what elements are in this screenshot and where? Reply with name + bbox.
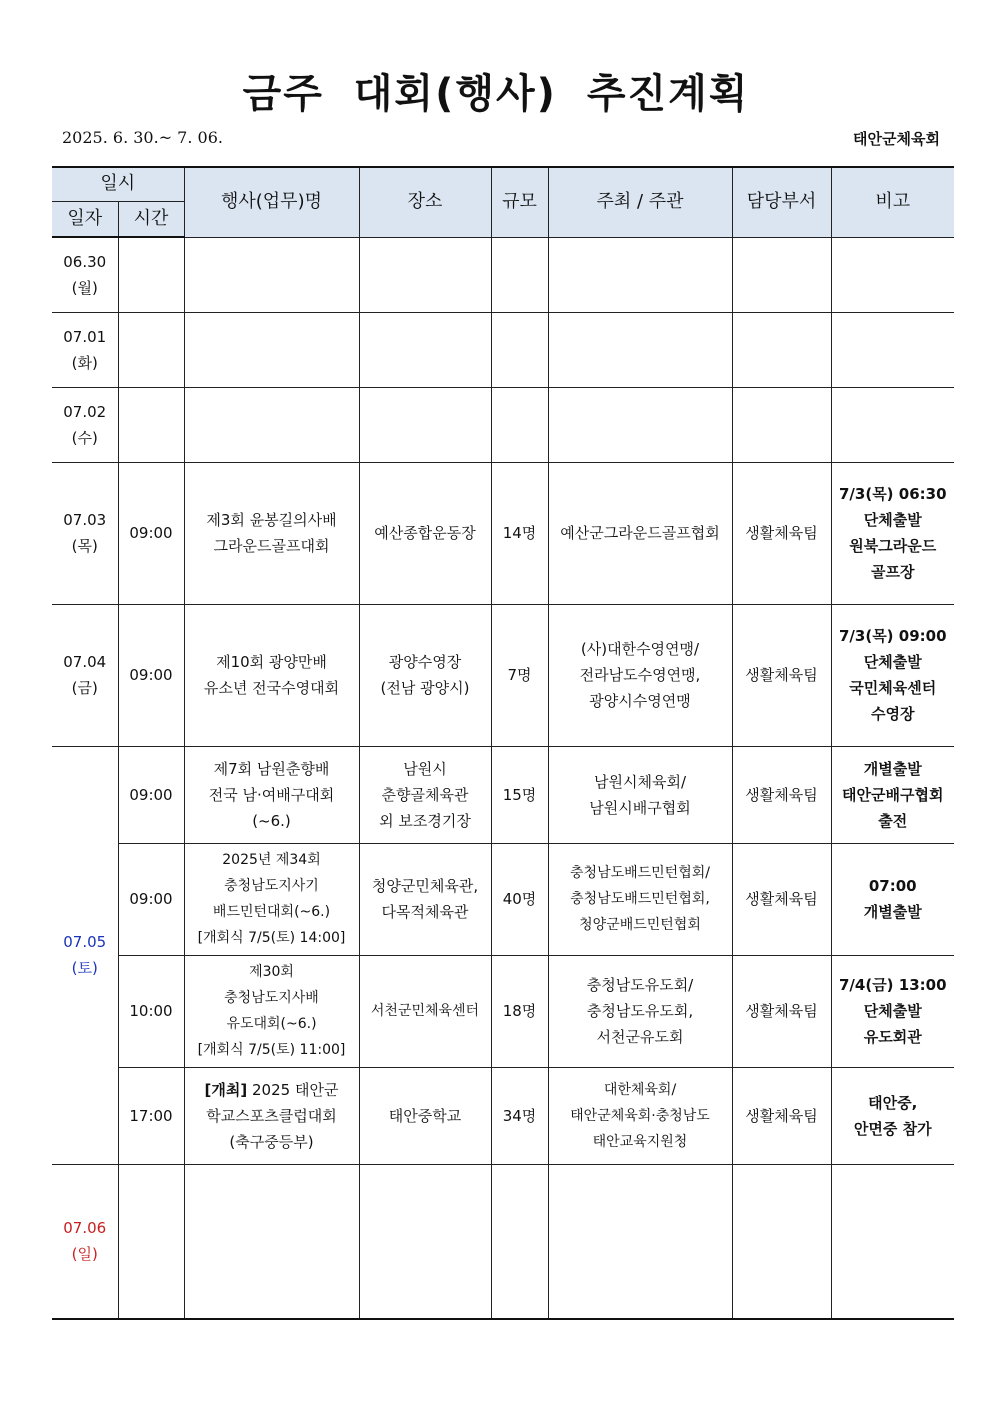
place-cell: 예산종합운동장 bbox=[359, 462, 491, 604]
date-cell: 07.01 (화) bbox=[52, 312, 118, 387]
note-cell: 태안중, 안면중 참가 bbox=[831, 1067, 954, 1164]
table-row bbox=[52, 462, 954, 604]
date-cell: 07.02 (수) bbox=[52, 387, 118, 462]
table-row bbox=[52, 843, 954, 955]
scale-cell: 14명 bbox=[491, 462, 548, 604]
header-time: 시간 bbox=[118, 201, 184, 237]
header-date: 일자 bbox=[52, 201, 118, 237]
table-row bbox=[52, 1067, 954, 1164]
date-cell: 06.30 (월) bbox=[52, 237, 118, 312]
time-cell: 09:00 bbox=[118, 604, 184, 746]
table-row bbox=[52, 955, 954, 1067]
header-datetime: 일시 bbox=[52, 167, 184, 201]
event-cell: 제3회 윤봉길의사배 그라운드골프대회 bbox=[184, 462, 359, 604]
header-dept: 담당부서 bbox=[732, 167, 831, 237]
scale-cell: 40명 bbox=[491, 843, 548, 955]
note-cell: 개별출발 태안군배구협회 출전 bbox=[831, 746, 954, 843]
place-cell: 광양수영장 (전남 광양시) bbox=[359, 604, 491, 746]
host-cell: 대한체육회/ 태안군체육회·충청남도 태안교육지원청 bbox=[548, 1067, 732, 1164]
host-cell: 예산군그라운드골프협회 bbox=[548, 462, 732, 604]
date-cell: 07.05 (토) bbox=[52, 746, 118, 1164]
event-cell: [개최] 2025 태안군 학교스포츠클럽대회 (축구중등부) bbox=[184, 1067, 359, 1164]
scale-cell: 15명 bbox=[491, 746, 548, 843]
time-cell: 09:00 bbox=[118, 462, 184, 604]
organization-name: 태안군체육회 bbox=[853, 130, 940, 148]
scale-cell: 18명 bbox=[491, 955, 548, 1067]
period-range: 2025. 6. 30.~ 7. 06. bbox=[62, 128, 223, 147]
dept-cell: 생활체육팀 bbox=[732, 843, 831, 955]
header-scale: 규모 bbox=[491, 167, 548, 237]
dept-cell: 생활체육팀 bbox=[732, 604, 831, 746]
note-cell: 7/4(금) 13:00 단체출발 유도회관 bbox=[831, 955, 954, 1067]
time-cell: 09:00 bbox=[118, 843, 184, 955]
dept-cell: 생활체육팀 bbox=[732, 1067, 831, 1164]
time-cell: 17:00 bbox=[118, 1067, 184, 1164]
dept-cell: 생활체육팀 bbox=[732, 746, 831, 843]
header-host: 주최 / 주관 bbox=[548, 167, 732, 237]
place-cell: 태안중학교 bbox=[359, 1067, 491, 1164]
note-cell: 7/3(목) 06:30 단체출발 원북그라운드 골프장 bbox=[831, 462, 954, 604]
event-cell: 제7회 남원춘향배 전국 남·여배구대회 (~6.) bbox=[184, 746, 359, 843]
place-cell: 서천군민체육센터 bbox=[359, 955, 491, 1067]
table-row bbox=[52, 312, 954, 387]
scale-cell: 34명 bbox=[491, 1067, 548, 1164]
note-cell: 7/3(목) 09:00 단체출발 국민체육센터 수영장 bbox=[831, 604, 954, 746]
time-cell: 10:00 bbox=[118, 955, 184, 1067]
event-prefix: [개최] bbox=[204, 1080, 248, 1099]
header-place: 장소 bbox=[359, 167, 491, 237]
host-cell: 남원시체육회/ 남원시배구협회 bbox=[548, 746, 732, 843]
header-note: 비고 bbox=[831, 167, 954, 237]
table-row bbox=[52, 746, 954, 843]
table-row bbox=[52, 1164, 954, 1319]
date-cell: 07.03 (목) bbox=[52, 462, 118, 604]
dept-cell: 생활체육팀 bbox=[732, 462, 831, 604]
schedule-table bbox=[52, 166, 954, 1320]
date-cell: 07.04 (금) bbox=[52, 604, 118, 746]
scale-cell: 7명 bbox=[491, 604, 548, 746]
place-cell: 청양군민체육관, 다목적체육관 bbox=[359, 843, 491, 955]
place-cell: 남원시 춘향골체육관 외 보조경기장 bbox=[359, 746, 491, 843]
table-row bbox=[52, 604, 954, 746]
host-cell: (사)대한수영연맹/ 전라남도수영연맹, 광양시수영연맹 bbox=[548, 604, 732, 746]
note-cell: 07:00 개별출발 bbox=[831, 843, 954, 955]
dept-cell: 생활체육팀 bbox=[732, 955, 831, 1067]
host-cell: 충청남도배드민턴협회/ 충청남도배드민턴협회, 청양군배드민턴협회 bbox=[548, 843, 732, 955]
time-cell: 09:00 bbox=[118, 746, 184, 843]
header-event: 행사(업무)명 bbox=[184, 167, 359, 237]
event-cell: 2025년 제34회 충청남도지사기 배드민턴대회(~6.) [개회식 7/5(토) 14:00] bbox=[184, 843, 359, 955]
date-cell: 07.06 (일) bbox=[52, 1164, 118, 1319]
event-cell: 제10회 광양만배 유소년 전국수영대회 bbox=[184, 604, 359, 746]
page-title: 금주 대회(행사) 추진계획 bbox=[242, 71, 750, 117]
host-cell: 충청남도유도회/ 충청남도유도회, 서천군유도회 bbox=[548, 955, 732, 1067]
table-row bbox=[52, 387, 954, 462]
table-row bbox=[52, 237, 954, 312]
event-cell: 제30회 충청남도지사배 유도대회(~6.) [개회식 7/5(토) 11:00] bbox=[184, 955, 359, 1067]
